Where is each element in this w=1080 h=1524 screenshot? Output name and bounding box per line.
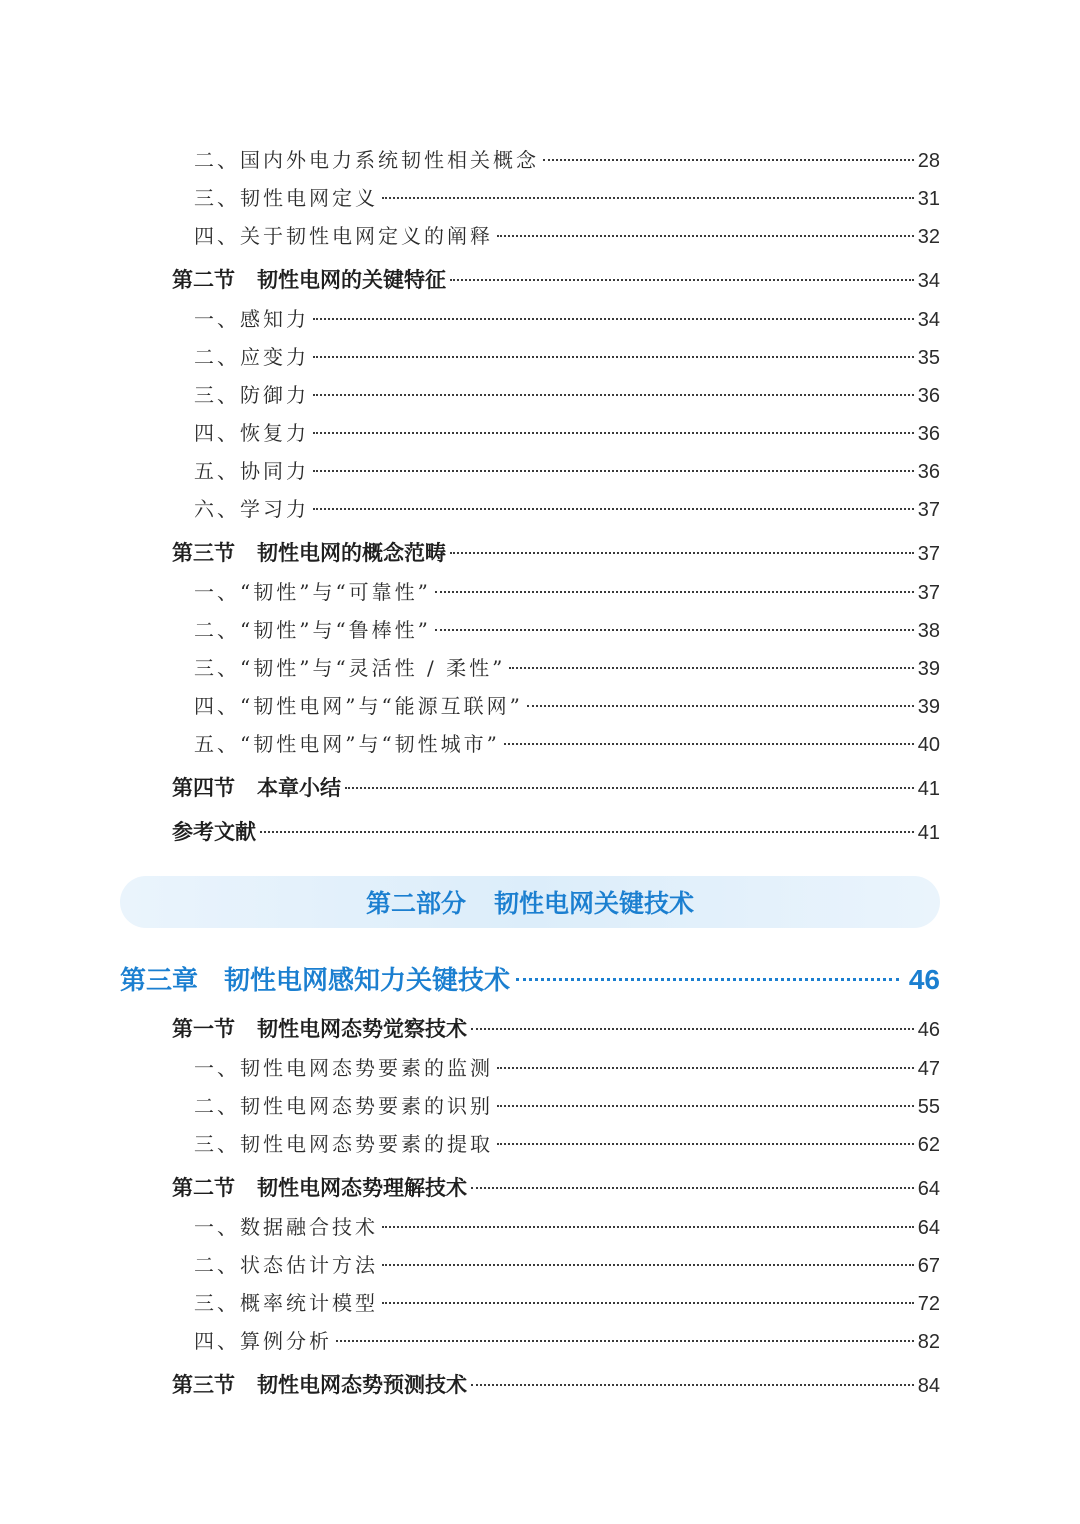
toc-item-label: 五、协同力 <box>194 459 309 483</box>
toc-section-label <box>172 1013 467 1043</box>
toc-item-label: 一、“韧性”与“可靠性” <box>194 580 431 604</box>
toc-page-number: 34 <box>917 309 940 331</box>
toc-page-number: 37 <box>917 543 940 565</box>
part-number: 第二部分 <box>365 889 466 918</box>
toc-section[interactable] <box>172 1013 940 1043</box>
toc-item[interactable] <box>194 144 940 173</box>
toc-item[interactable] <box>194 1128 940 1157</box>
toc-item-label: 三、“韧性”与“灵活性 / 柔性” <box>194 656 506 680</box>
toc-chapter[interactable] <box>120 960 940 997</box>
dot-leader <box>382 1302 914 1304</box>
dot-leader <box>527 705 914 707</box>
dot-leader <box>435 629 914 631</box>
toc-page-number: 40 <box>917 734 940 756</box>
dot-leader <box>471 1384 914 1386</box>
dot-leader <box>313 470 914 472</box>
toc-page-number: 62 <box>917 1134 940 1156</box>
dot-leader <box>382 1264 914 1266</box>
dot-leader <box>313 356 914 358</box>
toc-section-label <box>172 772 341 802</box>
toc-page-number: 32 <box>917 226 940 248</box>
toc-page-number: 46 <box>917 1019 940 1041</box>
section-title: 韧性电网的关键特征 <box>257 268 446 292</box>
dot-leader <box>382 1226 914 1228</box>
toc-page-number: 72 <box>917 1293 940 1315</box>
dot-leader <box>509 667 913 669</box>
toc-section[interactable] <box>172 1172 940 1202</box>
toc-page-number: 67 <box>917 1255 940 1277</box>
toc-references[interactable] <box>172 816 940 846</box>
toc-item[interactable] <box>194 417 940 446</box>
dot-leader <box>313 318 914 320</box>
toc-item[interactable] <box>194 455 940 484</box>
toc-item[interactable] <box>194 341 940 370</box>
toc-item-label: 三、韧性电网定义 <box>194 186 378 210</box>
toc-section[interactable] <box>172 772 940 802</box>
section-title: 本章小结 <box>257 776 341 800</box>
toc-item-label: 四、恢复力 <box>194 421 309 445</box>
toc-page-number: 37 <box>917 499 940 521</box>
toc-item[interactable] <box>194 690 940 719</box>
toc-item[interactable] <box>194 220 940 249</box>
dot-leader <box>471 1028 914 1030</box>
toc-item[interactable] <box>194 652 940 681</box>
toc-item[interactable] <box>194 1249 940 1278</box>
toc-item[interactable] <box>194 728 940 757</box>
toc-item[interactable] <box>194 614 940 643</box>
toc-section[interactable] <box>172 264 940 294</box>
toc-section[interactable] <box>172 1369 940 1399</box>
dot-leader <box>260 831 914 833</box>
toc-page-number: 64 <box>917 1217 940 1239</box>
section-title: 韧性电网的概念范畴 <box>257 541 446 565</box>
toc-item[interactable] <box>194 576 940 605</box>
toc-section-label <box>172 1369 467 1399</box>
dot-leader <box>435 591 914 593</box>
dot-leader <box>450 552 914 554</box>
dot-leader <box>497 1143 914 1145</box>
toc-item-label: 三、概率统计模型 <box>194 1291 378 1315</box>
toc-item-label: 二、应变力 <box>194 345 309 369</box>
toc-section[interactable] <box>172 537 940 567</box>
toc-page-number: 46 <box>908 964 940 995</box>
toc-item-label: 一、韧性电网态势要素的监测 <box>194 1056 493 1080</box>
toc-item-label: 二、“韧性”与“鲁棒性” <box>194 618 431 642</box>
dot-leader <box>382 197 914 199</box>
toc-item-label: 二、国内外电力系统韧性相关概念 <box>194 148 539 172</box>
chapter-title: 韧性电网感知力关键技术 <box>224 966 511 996</box>
toc-item[interactable] <box>194 182 940 211</box>
toc-item-label: 二、韧性电网态势要素的识别 <box>194 1094 493 1118</box>
part-banner[interactable] <box>120 876 940 928</box>
section-number: 第二节 <box>172 1176 235 1200</box>
toc-page-number: 39 <box>917 658 940 680</box>
section-title: 韧性电网态势预测技术 <box>257 1373 467 1397</box>
dot-leader <box>471 1187 914 1189</box>
dot-leader <box>497 1105 914 1107</box>
toc-item-label: 四、算例分析 <box>194 1329 332 1353</box>
section-number: 第三节 <box>172 541 235 565</box>
dot-leader <box>450 279 914 281</box>
dot-leader <box>313 432 914 434</box>
section-number: 第四节 <box>172 776 235 800</box>
toc-item-label: 三、防御力 <box>194 383 309 407</box>
section-title: 韧性电网态势觉察技术 <box>257 1017 467 1041</box>
toc-page-number: 84 <box>917 1375 940 1397</box>
toc-page-number: 35 <box>917 347 940 369</box>
section-number: 第三节 <box>172 1373 235 1397</box>
toc-page-number: 41 <box>917 822 940 844</box>
dot-leader <box>336 1340 914 1342</box>
toc-chapter-label <box>120 960 510 997</box>
toc-page-number: 36 <box>917 423 940 445</box>
toc-item-label: 五、“韧性电网”与“韧性城市” <box>194 732 500 756</box>
toc-page-number: 82 <box>917 1331 940 1353</box>
toc-page-number: 47 <box>917 1058 940 1080</box>
toc-item[interactable] <box>194 1090 940 1119</box>
toc-item-label: 一、数据融合技术 <box>194 1215 378 1239</box>
toc-item[interactable] <box>194 1211 940 1240</box>
toc-item[interactable] <box>194 303 940 332</box>
toc-page-number: 28 <box>917 150 940 172</box>
part-title: 韧性电网关键技术 <box>494 889 695 918</box>
section-number: 第一节 <box>172 1017 235 1041</box>
toc-page-number: 55 <box>917 1096 940 1118</box>
toc-section-label <box>172 537 446 567</box>
chapter-number: 第三章 <box>120 966 199 996</box>
toc-item[interactable] <box>194 379 940 408</box>
toc-page-number: 36 <box>917 461 940 483</box>
dot-leader <box>516 978 899 981</box>
dot-leader <box>543 159 914 161</box>
dot-leader <box>497 235 914 237</box>
dot-leader <box>313 508 914 510</box>
toc-item-label: 二、状态估计方法 <box>194 1253 378 1277</box>
references-title: 参考文献 <box>172 820 256 844</box>
dot-leader <box>497 1067 914 1069</box>
toc-page-number: 38 <box>917 620 940 642</box>
toc-section-label <box>172 264 446 294</box>
toc-item[interactable] <box>194 493 940 522</box>
section-number: 第二节 <box>172 268 235 292</box>
dot-leader <box>345 787 914 789</box>
toc-page-number: 64 <box>917 1178 940 1200</box>
toc-item-label: 四、关于韧性电网定义的阐释 <box>194 224 493 248</box>
toc-item-label: 一、感知力 <box>194 307 309 331</box>
toc-item-label: 六、学习力 <box>194 497 309 521</box>
toc-page-number: 41 <box>917 778 940 800</box>
toc-item-label: 三、韧性电网态势要素的提取 <box>194 1132 493 1156</box>
toc-page-number: 34 <box>917 270 940 292</box>
dot-leader <box>313 394 914 396</box>
toc-section-label <box>172 1172 467 1202</box>
toc-page-number: 31 <box>917 188 940 210</box>
dot-leader <box>504 743 914 745</box>
toc-page-number: 37 <box>917 582 940 604</box>
toc-page-number: 36 <box>917 385 940 407</box>
section-title: 韧性电网态势理解技术 <box>257 1176 467 1200</box>
toc-item-label: 四、“韧性电网”与“能源互联网” <box>194 694 523 718</box>
toc-item[interactable] <box>194 1325 940 1354</box>
toc-item[interactable] <box>194 1052 940 1081</box>
toc-page-number: 39 <box>917 696 940 718</box>
toc-item[interactable] <box>194 1287 940 1316</box>
